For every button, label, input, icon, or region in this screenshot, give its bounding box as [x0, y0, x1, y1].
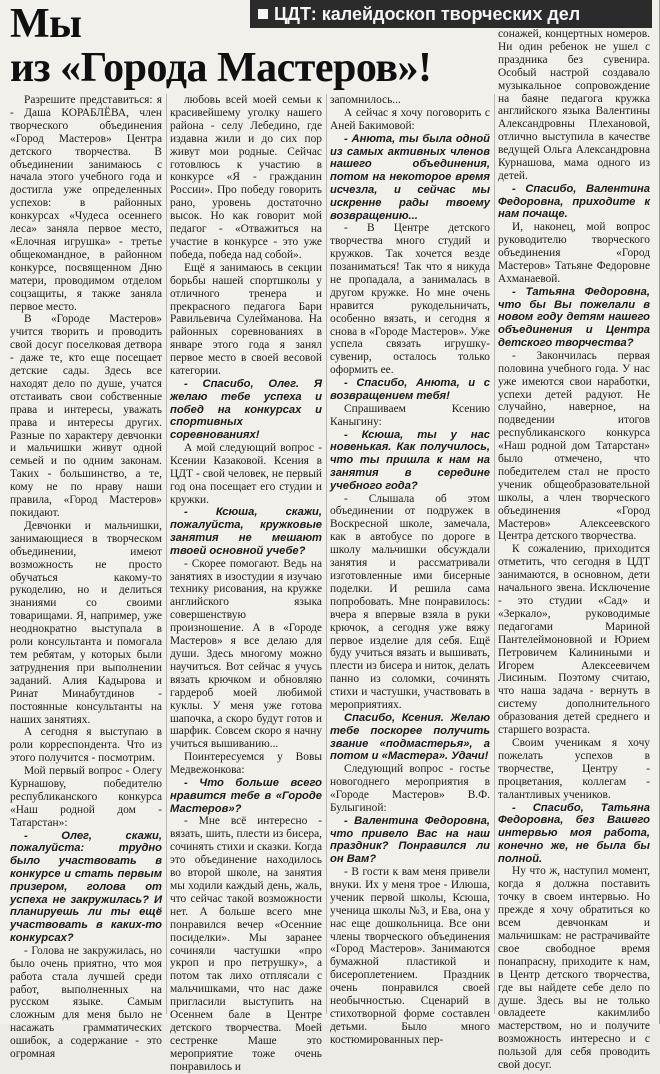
- article-paragraph: Поинтересуемся у Вовы Медвежонкова:: [170, 751, 322, 777]
- rubric-text: ЦДТ: калейдоскоп творческих дел: [274, 4, 581, 24]
- article-paragraph: Своим ученикам я хочу пожелать успехов в творчестве, Центру - процветания, коллегам - талантливых учеников.: [498, 736, 650, 801]
- article-paragraph: - В гости к вам меня привели внуки. Их у меня трое - Илюша, ученик первой школы, Ксюша, ученица школы №3, и Ева, она у нас еще дошкольница. Все они члены творческого объединения «Город Мастеров». Занимаются бумажной пластикой и бисероплетением. Праздник очень понравился своей необычностью. Сценарий в стихотворной форме составлен детьми. Было много костюмированных пер-: [330, 865, 490, 1046]
- article-paragraph: сонажей, концертных номеров. Ни один ребенок не ушел с праздника без сувенира. Особый настрой создавало музыкальное сопровождение на баяне педагога кружка английского языка Валентины Александровны Плехановой, отлично выступила в качестве ведущей Ольга Александровна Курнашова, мама одного из детей.: [498, 28, 650, 182]
- article-column-1: [10, 94, 162, 1061]
- article-headline: [10, 2, 440, 90]
- article-paragraph: Спрашиваем Ксению Каныгину:: [330, 402, 490, 428]
- interview-question: Спасибо, Ксения. Желаю тебе поскорее получить звание «подмастерья», а потом и «Мастера». Удачи!: [330, 711, 490, 763]
- article-paragraph: И, наконец, мой вопрос руководителю творческого объединения «Город Мастеров» Татьяне Федоровне Ахманаевой.: [498, 221, 650, 285]
- interview-question: - Спасибо, Олег. Я желаю тебе успеха и побед на конкурсах и спортивных соревнованиях!: [170, 377, 322, 442]
- article-paragraph: любовь всей моей семьи к красивейшему уголку нашего района - селу Лебедино, где издавна жили и до сих пор живут мои родные. Сейчас готовлюсь к участию в конкурсе «Я - гражданин России». Про победу говорить рано, уровень достаточно высок. Но как говорит мой педагог - «Отважиться на участие в конкурсе - это уже победа, победа над собой».: [170, 94, 322, 261]
- article-column-4: [498, 28, 650, 1072]
- headline-line-1: Мы: [10, 1, 82, 47]
- interview-question: - Анюта, ты была одной из самых активных членов нашего объединения, потом на некоторое время исчезла, и сейчас мы искренне рады твоему возвращению...: [330, 132, 490, 222]
- article-paragraph: Девчонки и мальчишки, занимающиеся в творческом объединении, имеют возможность не просто обучаться какому-то рукоделию, но и делиться знаниями со своими товарищами. Я, например, уже неоднократно выступала в роли консультанта и помогала тем ребятам, у которых были затруднения при выполнении заданий. Алия Кадырова и Ринат Минабутдинов - постоянные консультанты на наших занятиях.: [10, 519, 162, 726]
- article-paragraph: А мой следующий вопрос - Ксении Казаковой. Ксения в ЦДТ - свой человек, не первый год она посещает его студии и кружки.: [170, 441, 322, 506]
- article-column-2: [170, 94, 322, 1073]
- article-paragraph: Следующий вопрос - гостье новогоднего мероприятия в «Городе Мастеров» В.Ф. Булыгиной:: [330, 763, 490, 814]
- interview-question: - Спасибо, Татьяна Федоровна, без Вашего интервью моя работа, конечно же, не была бы полной.: [498, 801, 650, 865]
- article-paragraph: В «Городе Мастеров» учится творить и проводить свой досуг поселковая детвора - даже те, кто еще посещает детские сады. Здесь все находят дело по душе, учатся отстаивать свои собственные права и интересы, уважать права и интересы других. Разные по характеру девчонки и мальчишки живут одной семьей и по одним законам. Таких - большинство, а те, кому не по нраву наши правила, «Город Мастеров» покидают.: [10, 313, 162, 519]
- article-paragraph: - В Центре детского творчества много студий и кружков. Так хочется везде позаниматься! Так что я никуда не пропадала, а занималась в другом кружке. Но мне очень нравится рукодельничать, особенно вязать, и сегодня я снова в «Городе Мастеров». Уже успела связать игрушку-сувенир, осталось только оформить ее.: [330, 222, 490, 377]
- article-paragraph: А сейчас я хочу поговорить с Аней Бакимовой:: [330, 106, 490, 132]
- headline-line-2: из «Города Мастеров»!: [10, 45, 432, 91]
- interview-question: - Татьяна Федоровна, что бы Вы пожелали в новом году детям нашего объединения и Центра детского творчества?: [498, 285, 650, 349]
- article-paragraph: - Закончилась первая половина учебного года. У нас уже имеются свои наработки, успехи детей радуют. Не случайно, наверное, на подведении итогов республиканского конкурса «Наш родной дом Татарстан» было отмечено, что победителем стал не просто ученик общеобразовательной школы, а член творческого объединения «Город Мастеров» Алексеевского Центра детского творчества.: [498, 349, 650, 543]
- column-divider: [166, 94, 167, 1014]
- article-paragraph: А сегодня я выступаю в роли корреспондента. Что из этого получится - посмотрим.: [10, 726, 162, 765]
- article-column-3: [330, 94, 490, 1046]
- interview-question: - Что больше всего нравится тебе в «Городе Мастеров»?: [170, 777, 322, 815]
- article-paragraph: Мой первый вопрос - Олегу Курнашову, победителю республиканского конкурса «Наш родной дом - Татарстан»:: [10, 765, 162, 829]
- article-paragraph: - Голова не закружилась, но было очень приятно, что моя работа стала лучшей среди работ, выполненных на русском языке. Самым сложным для меня было не насажать грамматических ошибок, а содержание - это огромная: [10, 944, 162, 1061]
- article-paragraph: - Скорее помогают. Ведь на занятиях в изостудии я изучаю технику рисования, на кружке английского языка совершенствую произношение. А в «Городе Мастеров» я все делаю для души. Здесь многому можно научиться. Вот сейчас я учусь вязать крючком и обновляю гардероб моей любимой куклы. У меня уже готова шапочка, а скоро будут готов и шарфик. Совсем скоро я начну учиться вышиванию...: [170, 557, 322, 751]
- column-divider: [494, 94, 495, 1014]
- article-paragraph: К сожалению, приходится отметить, что сегодня в ЦДТ занимаются, в основном, дети начального звена. Исключение - это студии «Сад» и «Зеркало», руководимые педагогами Мариной Пантелеймоновной и Юрием Петровичем Калиниными и Игорем Алексеевичем Лисиным. Поэтому считаю, что наша задача - вернуть в систему дополнительного образования детей среднего и старшего возраста.: [498, 543, 650, 737]
- article-paragraph: - Слышала об этом объединении от подружек в Воскресной школе, замечала, как в автобусе по дороге в школу мальчишки обсуждали занятия и рассматривали изготовленные ими бисерные поделки. И решила сама попробовать. Мне понравилось: вчера я впервые взяла в руки крючок, а сегодня уже вяжу первое изделие для себя. Ещё буду учиться вязать и вышивать, плести из бисера и ниток, делать панно из соломки, сочинять стихи и частушки, участвовать в мероприятиях.: [330, 492, 490, 712]
- interview-question: - Олег, скажи, пожалуйста: трудно было участвовать в конкурсе и стать первым призером, голова от успеха не закружилась? И планируешь ли ты ещё участвовать в каких-то конкурсах?: [10, 829, 162, 945]
- column-divider: [326, 94, 327, 1014]
- article-paragraph: Разрешите представиться: я - Даша КОРАБЛЁВА, член творческого объединения «Город Мастеров» Центра детского творчества. В объединении занимаюсь с начала этого учебного года и достигла уже определенных успехов: в районных конкурсах «Чудеса осеннего леса» заняла первое место, «Елочная игрушка» - третье общекомандное, в районном конкурсе, посвященном Дню матери, проводимом отделом соцзащиты, я также заняла первое место.: [10, 94, 162, 313]
- article-paragraph: Ещё я занимаюсь в секции борьбы нашей спортшколы у отличного тренера и прекрасного педагога Бари Равильевича Сулейманова. На районных соревнованиях в январе этого года я занял первое место в своей весовой категории.: [170, 261, 322, 378]
- article-paragraph: - Мне всё интересно - вязать, шить, плести из бисера, сочинять стихи и сказки. Когда это объединение находилось во второй школе, на занятия мы ходили каждый день, жаль, что сейчас такой возможности нет. А больше всего мне понравился вечер «Осенние посиделки». Мы заранее сочиняли частушки «про укроп и про петрушку», а потом так лихо отплясали с мальчишками, что нас даже пригласили выступить на Осеннем бале в Центре детского творчества. Моей сестренке Маше это мероприятие тоже очень понравилось и: [170, 815, 322, 1073]
- interview-question: - Ксюша, скажи, пожалуйста, кружковые занятия не мешают твоей основной учебе?: [170, 506, 322, 557]
- article-paragraph: запомнилось...: [330, 94, 401, 106]
- interview-question: - Спасибо, Анюта, и с возвращением тебя!: [330, 377, 490, 402]
- interview-question: - Ксюша, ты у нас новенькая. Как получилось, что ты пришла к нам на занятия в середине учебного года?: [330, 428, 490, 492]
- interview-question: - Спасибо, Валентина Федоровна, приходите к нам почаще.: [498, 182, 650, 221]
- article-paragraph: Ну что ж, наступил момент, когда я должна поставить точку в своем интервью. Но прежде я хочу обратиться ко всем девчонкам и мальчишкам: не растрачивайте свое свободное время понапрасну, приходите к нам, в Центр детского творчества, где вы найдете себе дело по душе. Здесь вы не только овладеете какимлибо мастерством, но и получите возможность интересно и с пользой для себя проводить свой досуг.: [498, 865, 650, 1072]
- interview-question: - Валентина Федоровна, что привело Вас на наш праздник? Понравился ли он Вам?: [330, 814, 490, 866]
